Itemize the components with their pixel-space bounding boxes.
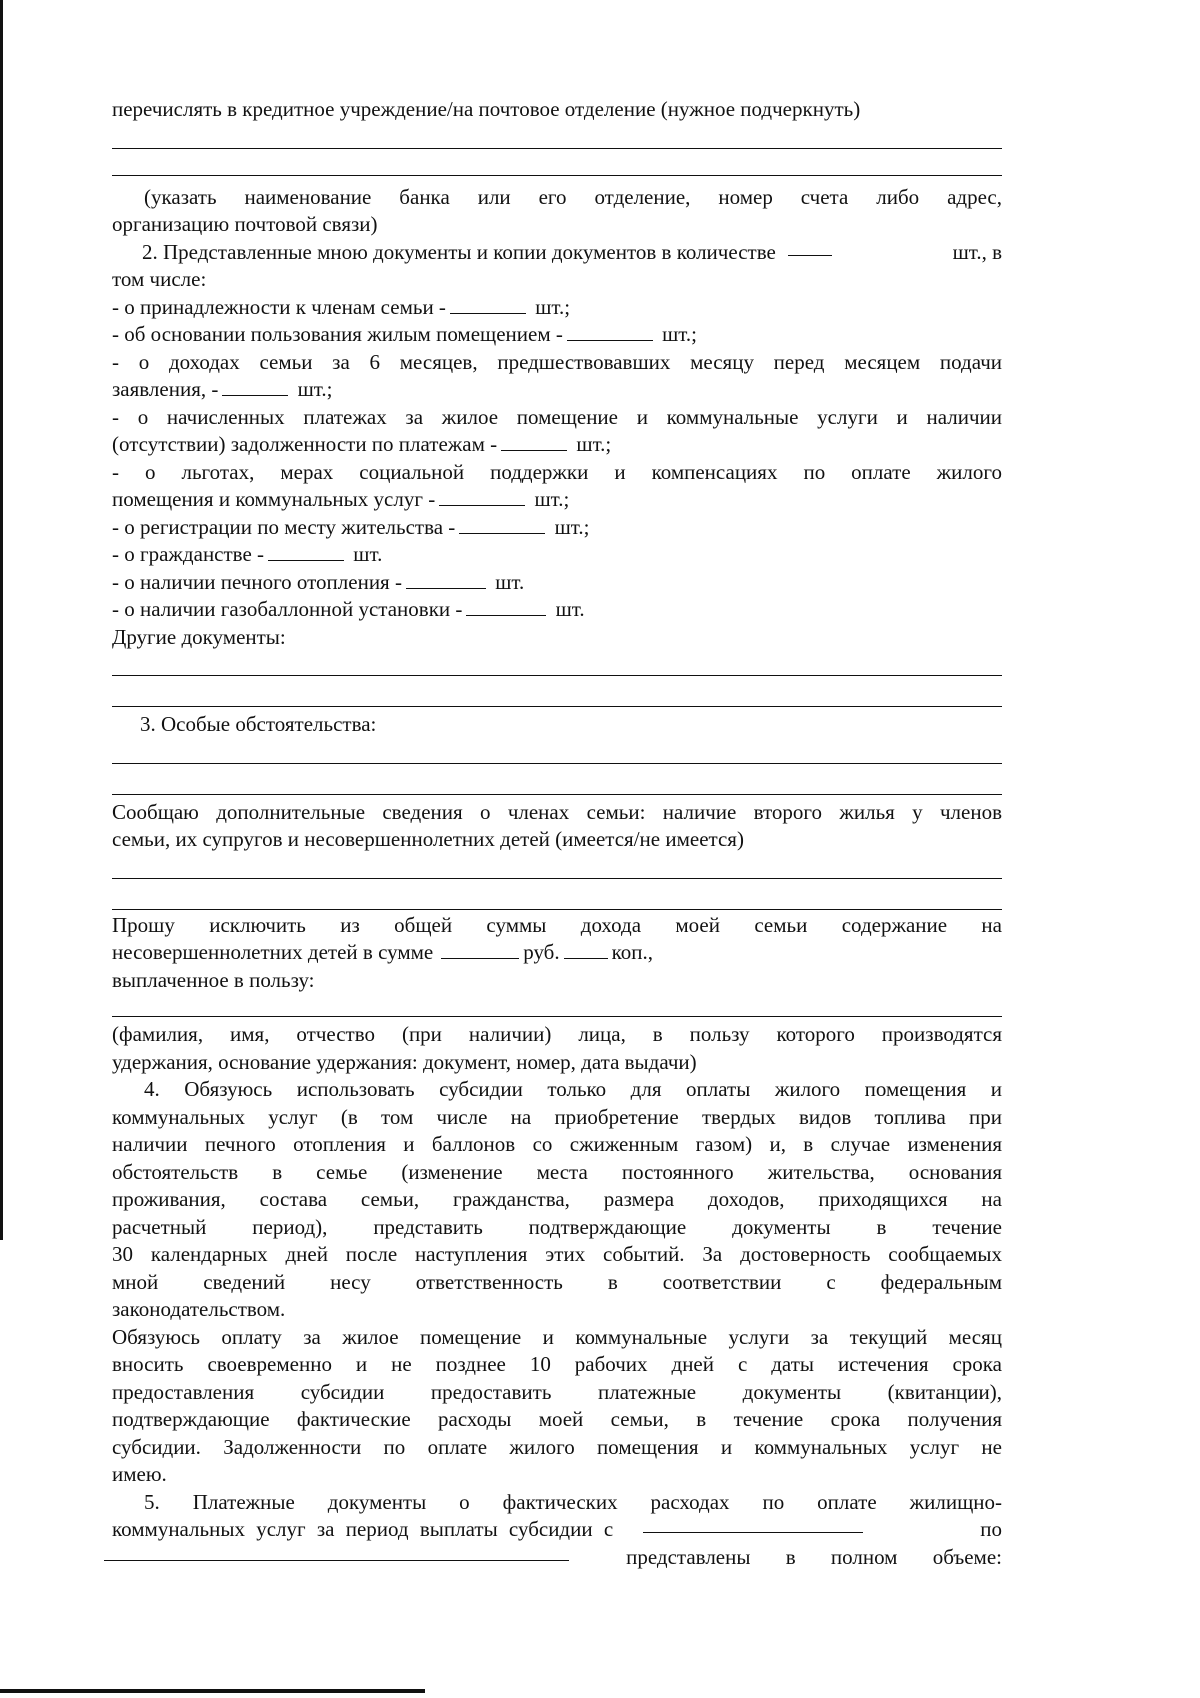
item-unit: шт.; bbox=[297, 377, 333, 401]
count-field[interactable] bbox=[459, 517, 545, 534]
other-docs-label: Другие документы: bbox=[112, 624, 286, 649]
p5-line-1: 5. Платежные документы о фактических расходах по оплате жилищно- bbox=[144, 1489, 1002, 1514]
item-label: - о регистрации по месту жительства - bbox=[112, 514, 456, 539]
item-unit: шт.; bbox=[535, 294, 571, 319]
transfer-line: перечислять в кредитное учреждение/на почтовое отделение (нужное подчеркнуть) bbox=[112, 97, 861, 121]
scan-edge-bottom bbox=[0, 1689, 425, 1693]
rub-label: руб. bbox=[523, 940, 560, 964]
p4-last-line: законодательством. bbox=[112, 1297, 286, 1321]
item-benefits-line-1: - о льготах, мерах социальной поддержки и компенсациях по оплате жилого bbox=[112, 459, 1002, 484]
oblig-last-line: имею. bbox=[112, 1462, 167, 1486]
oblig-line: подтверждающие фактические расходы моей семьи, в течение срока получения bbox=[112, 1407, 1002, 1431]
count-field[interactable] bbox=[466, 599, 546, 616]
bank-hint-line-2: организацию почтовой связи) bbox=[112, 212, 378, 236]
exclude-line-3: выплаченное в пользу: bbox=[112, 967, 315, 992]
item-label: (отсутствии) задолженности по платежам - bbox=[112, 432, 498, 456]
item-family-members bbox=[112, 294, 1002, 322]
p2-line-1-text: 2. Представленные мною документы и копии документов в количестве bbox=[142, 239, 776, 264]
p3-title: 3. Особые обстоятельства: bbox=[140, 712, 377, 736]
docs-total-count-field[interactable] bbox=[788, 239, 832, 256]
oblig-line: предоставления субсидии предоставить платежные документы (квитанции), bbox=[112, 1379, 1002, 1404]
p5-line-2 bbox=[112, 1516, 1002, 1544]
oblig-line: Обязуюсь оплату за жилое помещение и коммунальные услуги за текущий месяц bbox=[112, 1324, 1002, 1349]
count-field[interactable] bbox=[567, 324, 653, 341]
p2-line-1 bbox=[112, 239, 1002, 267]
family-info-line-2: семьи, их супругов и несовершеннолетних детей (имеется/не имеется) bbox=[112, 827, 744, 851]
item-unit: шт.; bbox=[576, 432, 612, 456]
exclude-label: несовершеннолетних детей в сумме bbox=[112, 940, 434, 964]
p4-line: мной сведений несу ответственность в соответствии с федеральным bbox=[112, 1269, 1002, 1294]
item-unit: шт. bbox=[353, 542, 383, 566]
period-to-field[interactable] bbox=[104, 1544, 569, 1561]
item-unit: шт. bbox=[495, 569, 525, 594]
item-unit: шт.; bbox=[662, 322, 697, 346]
exclude-line-2 bbox=[112, 939, 1002, 967]
kop-label: коп., bbox=[611, 940, 653, 964]
exclude-line-1: Прошу исключить из общей суммы дохода моей семьи содержание на bbox=[112, 912, 1002, 937]
count-field[interactable] bbox=[450, 297, 526, 314]
p4-line: 30 календарных дней после наступления этих событий. За достоверность сообщаемых bbox=[112, 1242, 1002, 1266]
scan-edge-left bbox=[0, 0, 3, 1240]
oblig-line: субсидии. Задолженности по оплате жилого помещения и коммунальных услуг не bbox=[112, 1434, 1002, 1459]
p5-to-label: по bbox=[980, 1517, 1002, 1541]
count-field[interactable] bbox=[501, 434, 567, 451]
item-label: - о гражданстве - bbox=[112, 542, 265, 566]
p4-line: 4. Обязуюсь использовать субсидии только для оплаты жилого помещения и bbox=[144, 1077, 1002, 1101]
bank-hint-line-1: (указать наименование банка или его отделение, номер счета либо адрес, bbox=[144, 184, 1002, 209]
item-unit: шт. bbox=[555, 597, 585, 621]
item-payments-line-2 bbox=[112, 431, 1002, 459]
fio-hint-line-1: (фамилия, имя, отчество (при наличии) лица, в пользу которого производятся bbox=[112, 1022, 1002, 1046]
rubles-field[interactable] bbox=[441, 942, 519, 959]
item-label: - об основании пользования жилым помещением - bbox=[112, 322, 563, 346]
item-label: - о наличии печного отопления - bbox=[112, 569, 402, 594]
p4-line: наличии печного отопления и баллонов со сжиженным газом) и, в случае изменения bbox=[112, 1132, 1002, 1156]
item-registration bbox=[112, 514, 1002, 542]
item-stove-heating bbox=[112, 569, 1002, 597]
count-field[interactable] bbox=[268, 544, 344, 561]
item-usage-basis bbox=[112, 321, 1002, 349]
p2-line-2: том числе: bbox=[112, 267, 207, 291]
count-field[interactable] bbox=[222, 379, 288, 396]
p4-line: проживания, состава семьи, гражданства, размера доходов, приходящихся на bbox=[112, 1187, 1002, 1211]
item-gas-cylinder bbox=[112, 596, 1002, 624]
period-from-field[interactable] bbox=[643, 1516, 863, 1533]
fio-hint-line-2: удержания, основание удержания: документ, номер, дата выдачи) bbox=[112, 1049, 697, 1074]
item-label: - о наличии газобаллонной установки - bbox=[112, 597, 463, 621]
p4-line: расчетный период), представить подтверждающие документы в течение bbox=[112, 1214, 1002, 1239]
item-unit: шт.; bbox=[534, 487, 570, 511]
count-field[interactable] bbox=[439, 489, 525, 506]
oblig-line: вносить своевременно и не позднее 10 рабочих дней с даты истечения срока bbox=[112, 1352, 1002, 1376]
item-benefits-line-2 bbox=[112, 486, 1002, 514]
kopecks-field[interactable] bbox=[564, 942, 608, 959]
p2-line-1-unit: шт., в bbox=[952, 239, 1002, 264]
count-field[interactable] bbox=[406, 572, 486, 589]
p4-line: обстоятельств в семье (изменение места постоянного жительства, основания bbox=[112, 1159, 1002, 1184]
p5-line-3 bbox=[112, 1544, 1002, 1572]
document-page bbox=[112, 96, 1002, 1571]
item-citizenship bbox=[112, 541, 1002, 569]
item-income-line-1: - о доходах семьи за 6 месяцев, предшествовавших месяцу перед месяцем подачи bbox=[112, 349, 1002, 374]
family-info-line-1: Сообщаю дополнительные сведения о членах семьи: наличие второго жилья у членов bbox=[112, 799, 1002, 824]
item-label: помещения и коммунальных услуг - bbox=[112, 487, 436, 511]
p5-period-label: коммунальных услуг за период выплаты субсидии с bbox=[112, 1517, 614, 1541]
item-income-line-2 bbox=[112, 376, 1002, 404]
p5-submitted-label: представлены в полном объеме: bbox=[626, 1544, 1002, 1569]
item-label: заявления, - bbox=[112, 377, 219, 401]
item-label: - о принадлежности к членам семьи - bbox=[112, 294, 446, 319]
p4-line: коммунальных услуг (в том числе на приобретение твердых видов топлива при bbox=[112, 1104, 1002, 1129]
item-payments-line-1: - о начисленных платежах за жилое помещение и коммунальные услуги и наличии bbox=[112, 404, 1002, 429]
item-unit: шт.; bbox=[554, 514, 590, 539]
